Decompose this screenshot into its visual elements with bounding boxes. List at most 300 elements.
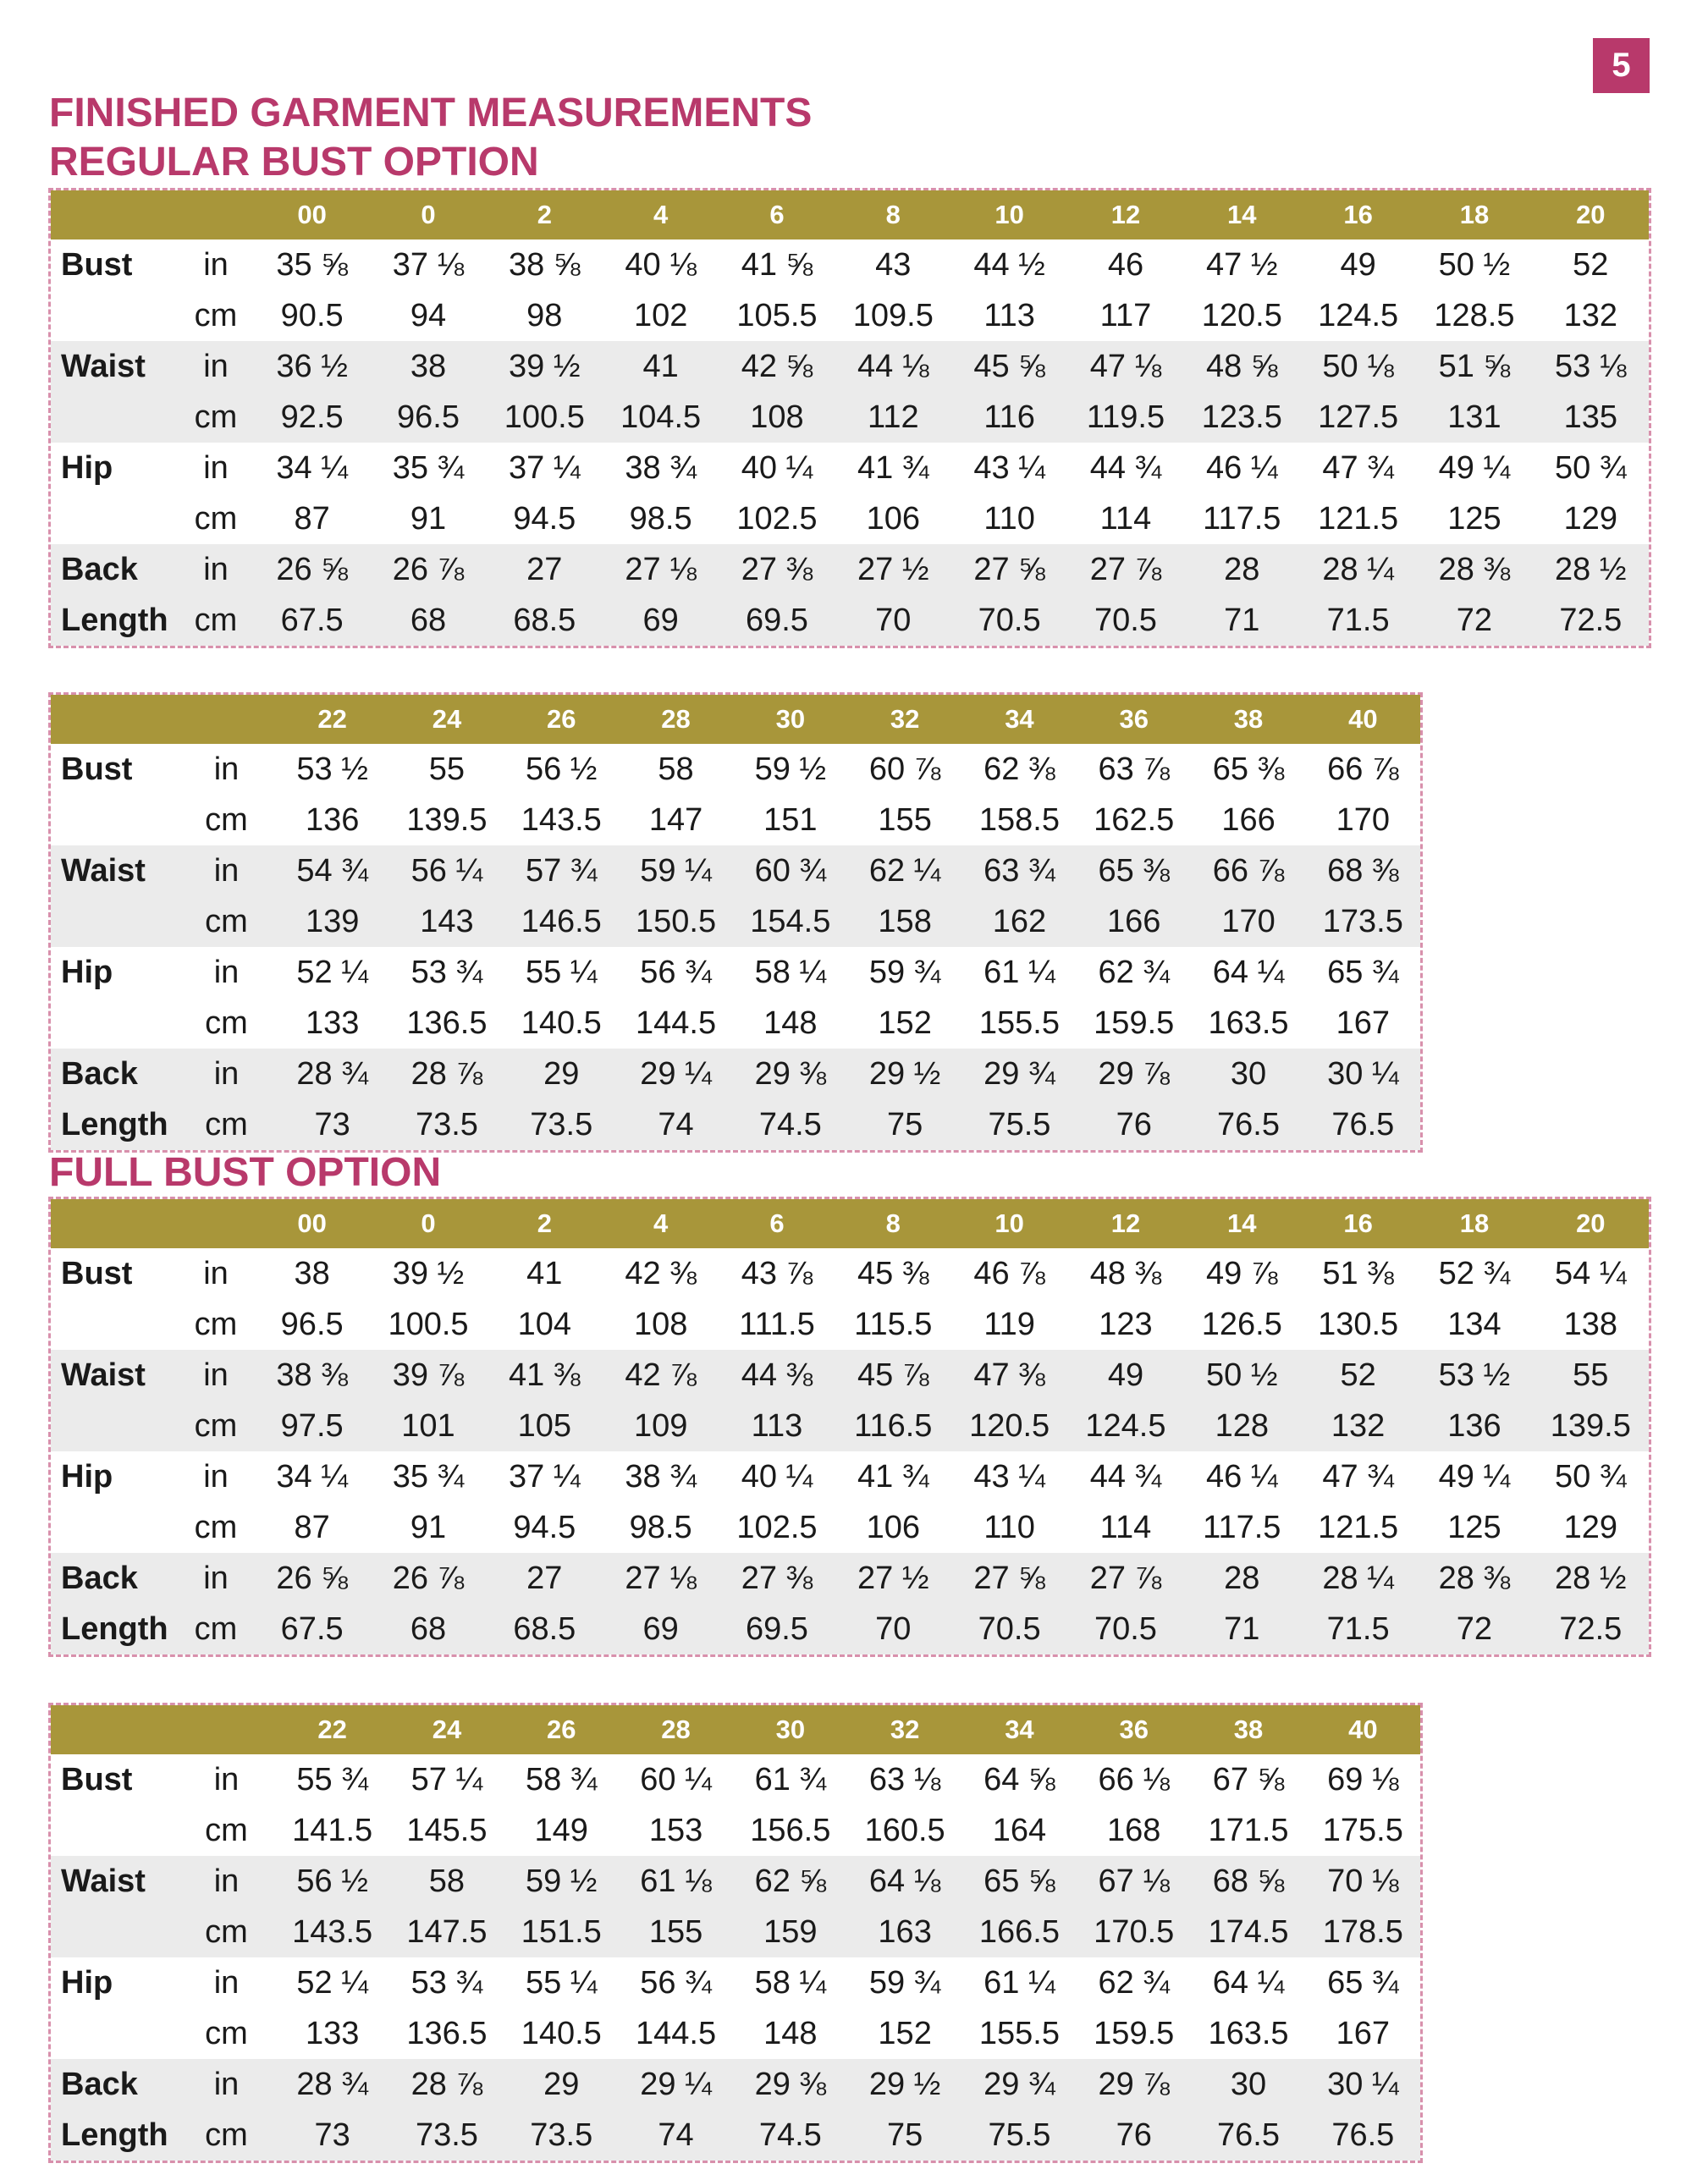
measurement-cell: 133 (305, 1005, 360, 1041)
size-header: 10 (951, 190, 1067, 239)
size-header: 20 (1533, 1199, 1649, 1248)
unit-label: cm (205, 801, 248, 838)
measurement-row (51, 1754, 1420, 1805)
unit-label: in (213, 751, 240, 787)
measurement-cell: 37 ¼ (509, 449, 581, 486)
size-header: 32 (847, 695, 961, 744)
measurement-cell: 30 (1191, 2059, 1305, 2110)
measurement-cell: 144.5 (635, 1005, 717, 1041)
size-header: 16 (1300, 190, 1416, 239)
row-label (51, 1907, 178, 1957)
measurement-cell: 55 ¼ (525, 954, 598, 990)
measurement-cell: 27 ½ (835, 1553, 951, 1604)
full-bust-table-sizes-22-40 (48, 1703, 1423, 2163)
measurement-cell: 70.5 (951, 1604, 1067, 1654)
measurement-cell: 37 ⅛ (392, 246, 465, 283)
measurement-cell: 62 ¾ (1098, 954, 1170, 990)
unit-label: cm (194, 1509, 238, 1545)
measurement-cell: 108 (719, 392, 835, 443)
measurement-row (51, 2059, 1420, 2110)
measurement-cell: 121.5 (1318, 500, 1399, 537)
measurement-cell: 173.5 (1306, 896, 1420, 947)
measurement-cell: 58 ¼ (754, 954, 827, 990)
measurement-cell: 130.5 (1318, 1306, 1399, 1342)
measurement-cell: 123 (1099, 1306, 1153, 1342)
measurement-cell: 35 ⅝ (276, 246, 348, 283)
measurement-cell: 74.5 (733, 1099, 847, 1150)
measurement-row (51, 2008, 1420, 2059)
measurement-cell: 55 (1533, 1350, 1649, 1401)
row-label (51, 2008, 178, 2059)
measurement-cell: 87 (294, 500, 330, 537)
measurement-row (51, 1907, 1420, 1957)
unit-label: cm (205, 1005, 248, 1041)
unit-label: in (178, 845, 275, 896)
measurement-cell: 53 ½ (296, 751, 368, 787)
measurement-cell: 47 ⅛ (1067, 341, 1183, 392)
measurement-cell: 60 ¾ (733, 845, 847, 896)
measurement-row (51, 1856, 1420, 1907)
unit-label: cm (178, 1604, 254, 1654)
measurement-cell: 104 (517, 1306, 572, 1342)
measurement-cell: 52 ¾ (1438, 1255, 1511, 1291)
measurement-cell: 67 ⅛ (1077, 1856, 1191, 1907)
measurement-cell: 59 ½ (504, 1856, 619, 1907)
measurement-cell: 49 ⅞ (1206, 1255, 1278, 1291)
size-header: 6 (719, 190, 835, 239)
measurement-cell: 52 ¼ (296, 1964, 368, 2001)
measurement-cell: 64 ¼ (1212, 1964, 1285, 2001)
measurement-cell: 112 (835, 392, 951, 443)
row-label: Waist (51, 1350, 178, 1401)
measurement-cell: 143.5 (275, 1907, 389, 1957)
measurement-cell: 27 ⅝ (951, 544, 1067, 595)
measurement-cell: 68 ⅜ (1306, 845, 1420, 896)
measurement-cell: 168 (1107, 1812, 1161, 1848)
measurement-cell: 26 ⅞ (370, 1553, 486, 1604)
measurement-cell: 128.5 (1434, 297, 1515, 333)
measurement-cell: 41 ⅜ (487, 1350, 603, 1401)
measurement-cell: 139.5 (1533, 1401, 1649, 1451)
size-header: 18 (1416, 1199, 1532, 1248)
unit-label: cm (178, 1907, 275, 1957)
measurement-cell: 44 ⅜ (719, 1350, 835, 1401)
measurement-cell: 72 (1416, 1604, 1532, 1654)
measurement-cell: 139 (275, 896, 389, 947)
measurement-cell: 166.5 (962, 1907, 1077, 1957)
size-header-row (51, 695, 1420, 744)
measurement-cell: 98.5 (629, 1509, 692, 1545)
measurement-cell: 52 ¼ (296, 954, 368, 990)
full-bust-table-sizes-00-20 (48, 1197, 1651, 1657)
measurement-cell: 27 ⅝ (951, 1553, 1067, 1604)
measurement-cell: 146.5 (504, 896, 619, 947)
measurement-cell: 27 ⅛ (603, 544, 719, 595)
size-header: 34 (962, 695, 1077, 744)
size-header: 4 (603, 1199, 719, 1248)
measurement-cell: 59 ¾ (868, 1964, 941, 2001)
unit-label: in (213, 1761, 240, 1797)
measurement-cell: 36 ½ (254, 341, 370, 392)
header-blank (51, 695, 178, 744)
measurement-cell: 52 (1573, 246, 1609, 283)
size-header: 12 (1067, 190, 1183, 239)
measurement-cell: 156.5 (750, 1812, 831, 1848)
measurement-cell: 62 ¾ (1098, 1964, 1170, 2001)
measurement-cell: 139.5 (406, 801, 488, 838)
measurement-cell: 48 ⅜ (1089, 1255, 1162, 1291)
measurement-cell: 114 (1099, 1509, 1152, 1545)
unit-label: in (203, 1458, 229, 1495)
size-header: 28 (619, 695, 733, 744)
measurement-cell: 30 ¼ (1306, 1049, 1420, 1099)
size-header: 14 (1184, 1199, 1300, 1248)
measurement-cell: 46 (1107, 246, 1144, 283)
measurement-cell: 159.5 (1094, 2015, 1175, 2051)
size-header: 40 (1306, 695, 1420, 744)
measurement-cell: 91 (410, 500, 447, 537)
measurement-cell: 152 (878, 2015, 932, 2051)
measurement-cell: 73.5 (389, 1099, 504, 1150)
measurement-cell: 132 (1300, 1401, 1416, 1451)
row-label: Back (51, 544, 178, 595)
row-label (51, 1299, 178, 1350)
measurement-cell: 41 ⅝ (741, 246, 813, 283)
measurement-cell: 71.5 (1300, 595, 1416, 646)
measurement-cell: 43 (875, 246, 912, 283)
measurement-row (51, 493, 1649, 544)
measurement-cell: 38 ⅜ (254, 1350, 370, 1401)
measurement-cell: 41 ¾ (857, 449, 929, 486)
size-header: 4 (603, 190, 719, 239)
measurement-row (51, 1049, 1420, 1099)
measurement-cell: 53 ¾ (410, 1964, 483, 2001)
measurement-cell: 53 ½ (1416, 1350, 1532, 1401)
measurement-cell: 71 (1184, 595, 1300, 646)
full-bust-heading: FULL BUST OPTION (49, 1150, 442, 1195)
measurement-cell: 170.5 (1077, 1907, 1191, 1957)
measurement-cell: 69 (603, 595, 719, 646)
measurement-cell: 147 (648, 801, 703, 838)
measurement-cell: 113 (983, 297, 1035, 333)
measurement-cell: 105.5 (736, 297, 818, 333)
measurement-cell: 29 ¾ (962, 2059, 1077, 2110)
measurement-cell: 75 (847, 2110, 961, 2161)
measurement-cell: 132 (1563, 297, 1617, 333)
measurement-cell: 104.5 (603, 392, 719, 443)
unit-label: cm (178, 595, 254, 646)
measurement-cell: 140.5 (521, 1005, 602, 1041)
measurement-cell: 28 (1184, 1553, 1300, 1604)
measurement-cell: 92.5 (254, 392, 370, 443)
measurement-cell: 29 (504, 2059, 619, 2110)
measurement-cell: 110 (983, 1509, 1035, 1545)
measurement-cell: 67 ⅝ (1212, 1761, 1285, 1797)
measurement-cell: 170 (1336, 801, 1391, 838)
regular-bust-heading: REGULAR BUST OPTION (49, 140, 539, 184)
header-blank (178, 190, 254, 239)
measurement-cell: 127.5 (1300, 392, 1416, 443)
measurement-cell: 74 (619, 2110, 733, 2161)
size-header: 24 (389, 695, 504, 744)
measurement-row (51, 341, 1649, 392)
measurement-row (51, 1350, 1649, 1401)
measurement-row (51, 290, 1649, 341)
unit-label: in (178, 341, 254, 392)
measurement-cell: 44 ⅛ (835, 341, 951, 392)
size-header: 38 (1191, 1705, 1305, 1754)
row-label: Bust (61, 1255, 133, 1291)
measurement-cell: 61 ¼ (983, 1964, 1055, 2001)
measurement-cell: 26 ⅝ (254, 1553, 370, 1604)
measurement-cell: 75 (847, 1099, 961, 1150)
size-header: 20 (1533, 190, 1649, 239)
measurement-cell: 162.5 (1094, 801, 1175, 838)
size-header: 26 (504, 695, 619, 744)
unit-label: in (178, 1350, 254, 1401)
measurement-cell: 69.5 (719, 1604, 835, 1654)
measurement-cell: 53 ¾ (410, 954, 483, 990)
measurement-cell: 97.5 (254, 1401, 370, 1451)
unit-label: in (203, 246, 229, 283)
measurement-cell: 153 (648, 1812, 703, 1848)
measurement-cell: 109 (603, 1401, 719, 1451)
row-label (51, 1502, 178, 1553)
measurement-cell: 28 ½ (1533, 544, 1649, 595)
measurement-cell: 133 (305, 2015, 360, 2051)
measurement-cell: 26 ⅞ (370, 544, 486, 595)
size-header: 34 (962, 1705, 1077, 1754)
measurement-cell: 71 (1184, 1604, 1300, 1654)
measurement-cell: 117.5 (1203, 1509, 1281, 1545)
measurement-cell: 155 (878, 801, 932, 838)
measurement-cell: 63 ⅛ (868, 1761, 941, 1797)
measurement-cell: 166 (1077, 896, 1191, 947)
measurement-cell: 50 ½ (1438, 246, 1511, 283)
measurement-cell: 124.5 (1067, 1401, 1183, 1451)
measurement-cell: 102.5 (736, 1509, 818, 1545)
measurement-cell: 48 ⅝ (1184, 341, 1300, 392)
measurement-cell: 29 ¾ (962, 1049, 1077, 1099)
measurement-cell: 44 ¾ (1089, 449, 1162, 486)
measurement-row (51, 443, 1649, 493)
row-label (51, 392, 178, 443)
measurement-row (51, 744, 1420, 795)
measurement-cell: 46 ¼ (1206, 449, 1278, 486)
measurement-cell: 28 ⅞ (389, 2059, 504, 2110)
measurement-cell: 73.5 (389, 2110, 504, 2161)
measurement-cell: 47 ¾ (1322, 449, 1394, 486)
measurement-cell: 72.5 (1533, 595, 1649, 646)
measurement-cell: 170 (1191, 896, 1305, 947)
measurement-cell: 148 (763, 1005, 818, 1041)
measurement-cell: 129 (1563, 1509, 1617, 1545)
measurement-cell: 114 (1099, 500, 1152, 537)
measurement-cell: 101 (370, 1401, 486, 1451)
measurement-cell: 73.5 (504, 2110, 619, 2161)
measurement-cell: 111.5 (739, 1306, 815, 1342)
row-label (51, 1401, 178, 1451)
row-label: Hip (61, 1458, 113, 1495)
measurement-cell: 163.5 (1208, 1005, 1289, 1041)
measurement-cell: 69 (603, 1604, 719, 1654)
measurement-cell: 62 ⅜ (983, 751, 1055, 787)
measurement-cell: 45 ⅞ (835, 1350, 951, 1401)
measurement-cell: 28 ⅜ (1416, 544, 1532, 595)
measurement-row (51, 1502, 1649, 1553)
measurement-cell: 65 ⅜ (1212, 751, 1285, 787)
measurement-cell: 59 ¼ (619, 845, 733, 896)
measurement-cell: 66 ⅞ (1327, 751, 1399, 787)
measurement-cell: 76 (1077, 1099, 1191, 1150)
size-header: 14 (1184, 190, 1300, 239)
measurement-cell: 152 (878, 1005, 932, 1041)
measurement-cell: 35 ¾ (392, 449, 465, 486)
size-header: 26 (504, 1705, 619, 1754)
size-header: 30 (733, 1705, 847, 1754)
measurement-cell: 73 (275, 1099, 389, 1150)
measurement-cell: 50 ¾ (1555, 1458, 1627, 1495)
size-header: 8 (835, 190, 951, 239)
measurement-cell: 43 ¼ (973, 1458, 1045, 1495)
unit-label: in (213, 954, 240, 990)
unit-label: cm (194, 500, 238, 537)
size-header: 2 (487, 1199, 603, 1248)
measurement-cell: 27 ⅜ (719, 1553, 835, 1604)
measurement-row (51, 2110, 1420, 2161)
measurement-cell: 102 (633, 297, 688, 333)
measurement-cell: 44 ½ (973, 246, 1045, 283)
size-header: 8 (835, 1199, 951, 1248)
row-label: Hip (61, 449, 113, 486)
measurement-cell: 59 ¾ (868, 954, 941, 990)
measurement-cell: 40 ¼ (741, 1458, 813, 1495)
size-header: 0 (370, 190, 486, 239)
measurement-cell: 68.5 (487, 595, 603, 646)
measurement-table (51, 190, 1649, 646)
size-header: 40 (1306, 1705, 1420, 1754)
measurement-cell: 110 (983, 500, 1035, 537)
measurement-cell: 59 ½ (754, 751, 827, 787)
measurement-cell: 94 (410, 297, 447, 333)
measurement-cell: 65 ¾ (1327, 954, 1399, 990)
measurement-cell: 91 (410, 1509, 447, 1545)
measurement-cell: 43 ¼ (973, 449, 1045, 486)
measurement-cell: 143 (389, 896, 504, 947)
measurement-cell: 41 (526, 1255, 563, 1291)
measurement-cell: 171.5 (1208, 1812, 1289, 1848)
measurement-cell: 47 ½ (1206, 246, 1278, 283)
header-blank (178, 1199, 254, 1248)
measurement-cell: 45 ⅜ (857, 1255, 929, 1291)
measurement-cell: 39 ½ (487, 341, 603, 392)
measurement-cell: 66 ⅞ (1191, 845, 1305, 896)
measurement-cell: 69 ⅛ (1327, 1761, 1399, 1797)
measurement-cell: 141.5 (292, 1812, 373, 1848)
measurement-row (51, 1553, 1649, 1604)
measurement-cell: 29 ½ (847, 1049, 961, 1099)
measurement-cell: 47 ¾ (1322, 1458, 1394, 1495)
measurement-cell: 27 ½ (835, 544, 951, 595)
size-header: 0 (370, 1199, 486, 1248)
regular-bust-table-sizes-00-20 (48, 188, 1651, 648)
size-header: 36 (1077, 1705, 1191, 1754)
measurement-cell: 41 ¾ (857, 1458, 929, 1495)
measurement-cell: 159.5 (1094, 1005, 1175, 1041)
measurement-cell: 40 ⅛ (625, 246, 697, 283)
measurement-cell: 163.5 (1208, 2015, 1289, 2051)
unit-label: in (203, 449, 229, 486)
measurement-cell: 56 ¾ (640, 1964, 712, 2001)
measurement-cell: 144.5 (635, 2015, 717, 2051)
measurement-cell: 136 (1416, 1401, 1532, 1451)
measurement-cell: 27 (487, 544, 603, 595)
measurement-cell: 61 ¼ (983, 954, 1055, 990)
measurement-cell: 46 ⅞ (973, 1255, 1045, 1291)
row-label (51, 896, 178, 947)
measurement-row (51, 795, 1420, 845)
header-blank (51, 190, 178, 239)
measurement-cell: 129 (1563, 500, 1617, 537)
measurement-cell: 44 ¾ (1089, 1458, 1162, 1495)
measurement-cell: 123.5 (1184, 392, 1300, 443)
measurement-cell: 74 (619, 1099, 733, 1150)
measurement-cell: 98 (526, 297, 563, 333)
measurement-cell: 76.5 (1306, 1099, 1420, 1150)
measurement-cell: 38 ¾ (625, 1458, 697, 1495)
measurement-cell: 166 (1221, 801, 1275, 838)
measurement-cell: 147.5 (389, 1907, 504, 1957)
measurement-cell: 65 ⅝ (962, 1856, 1077, 1907)
unit-label: in (178, 1049, 275, 1099)
measurement-cell: 167 (1336, 1005, 1391, 1041)
measurement-cell: 38 (370, 341, 486, 392)
measurement-cell: 150.5 (619, 896, 733, 947)
size-header: 22 (275, 1705, 389, 1754)
measurement-cell: 120.5 (1201, 297, 1282, 333)
header-blank (178, 1705, 275, 1754)
measurement-cell: 38 ⅝ (509, 246, 581, 283)
measurement-cell: 138 (1563, 1306, 1617, 1342)
measurement-cell: 58 ¼ (754, 1964, 827, 2001)
measurement-cell: 76.5 (1306, 2110, 1420, 2161)
measurement-cell: 94.5 (513, 1509, 576, 1545)
measurement-row (51, 998, 1420, 1049)
measurement-row (51, 1604, 1649, 1654)
measurement-cell: 155 (619, 1907, 733, 1957)
measurement-cell: 131 (1416, 392, 1532, 443)
measurement-row (51, 1451, 1649, 1502)
measurement-cell: 164 (992, 1812, 1047, 1848)
unit-label: cm (178, 392, 254, 443)
measurement-cell: 90.5 (280, 297, 344, 333)
measurement-cell: 28 ⅜ (1416, 1553, 1532, 1604)
measurement-cell: 100.5 (487, 392, 603, 443)
measurement-cell: 76.5 (1191, 1099, 1305, 1150)
measurement-cell: 68 ⅝ (1191, 1856, 1305, 1907)
measurement-cell: 56 ½ (275, 1856, 389, 1907)
size-header: 28 (619, 1705, 733, 1754)
size-header: 18 (1416, 190, 1532, 239)
measurement-row (51, 947, 1420, 998)
size-header: 00 (254, 190, 370, 239)
measurement-cell: 29 (504, 1049, 619, 1099)
measurement-cell: 50 ½ (1184, 1350, 1300, 1401)
measurement-cell: 28 ¾ (275, 2059, 389, 2110)
measurement-cell: 106 (866, 500, 920, 537)
measurement-cell: 113 (719, 1401, 835, 1451)
measurement-cell: 136.5 (406, 2015, 488, 2051)
